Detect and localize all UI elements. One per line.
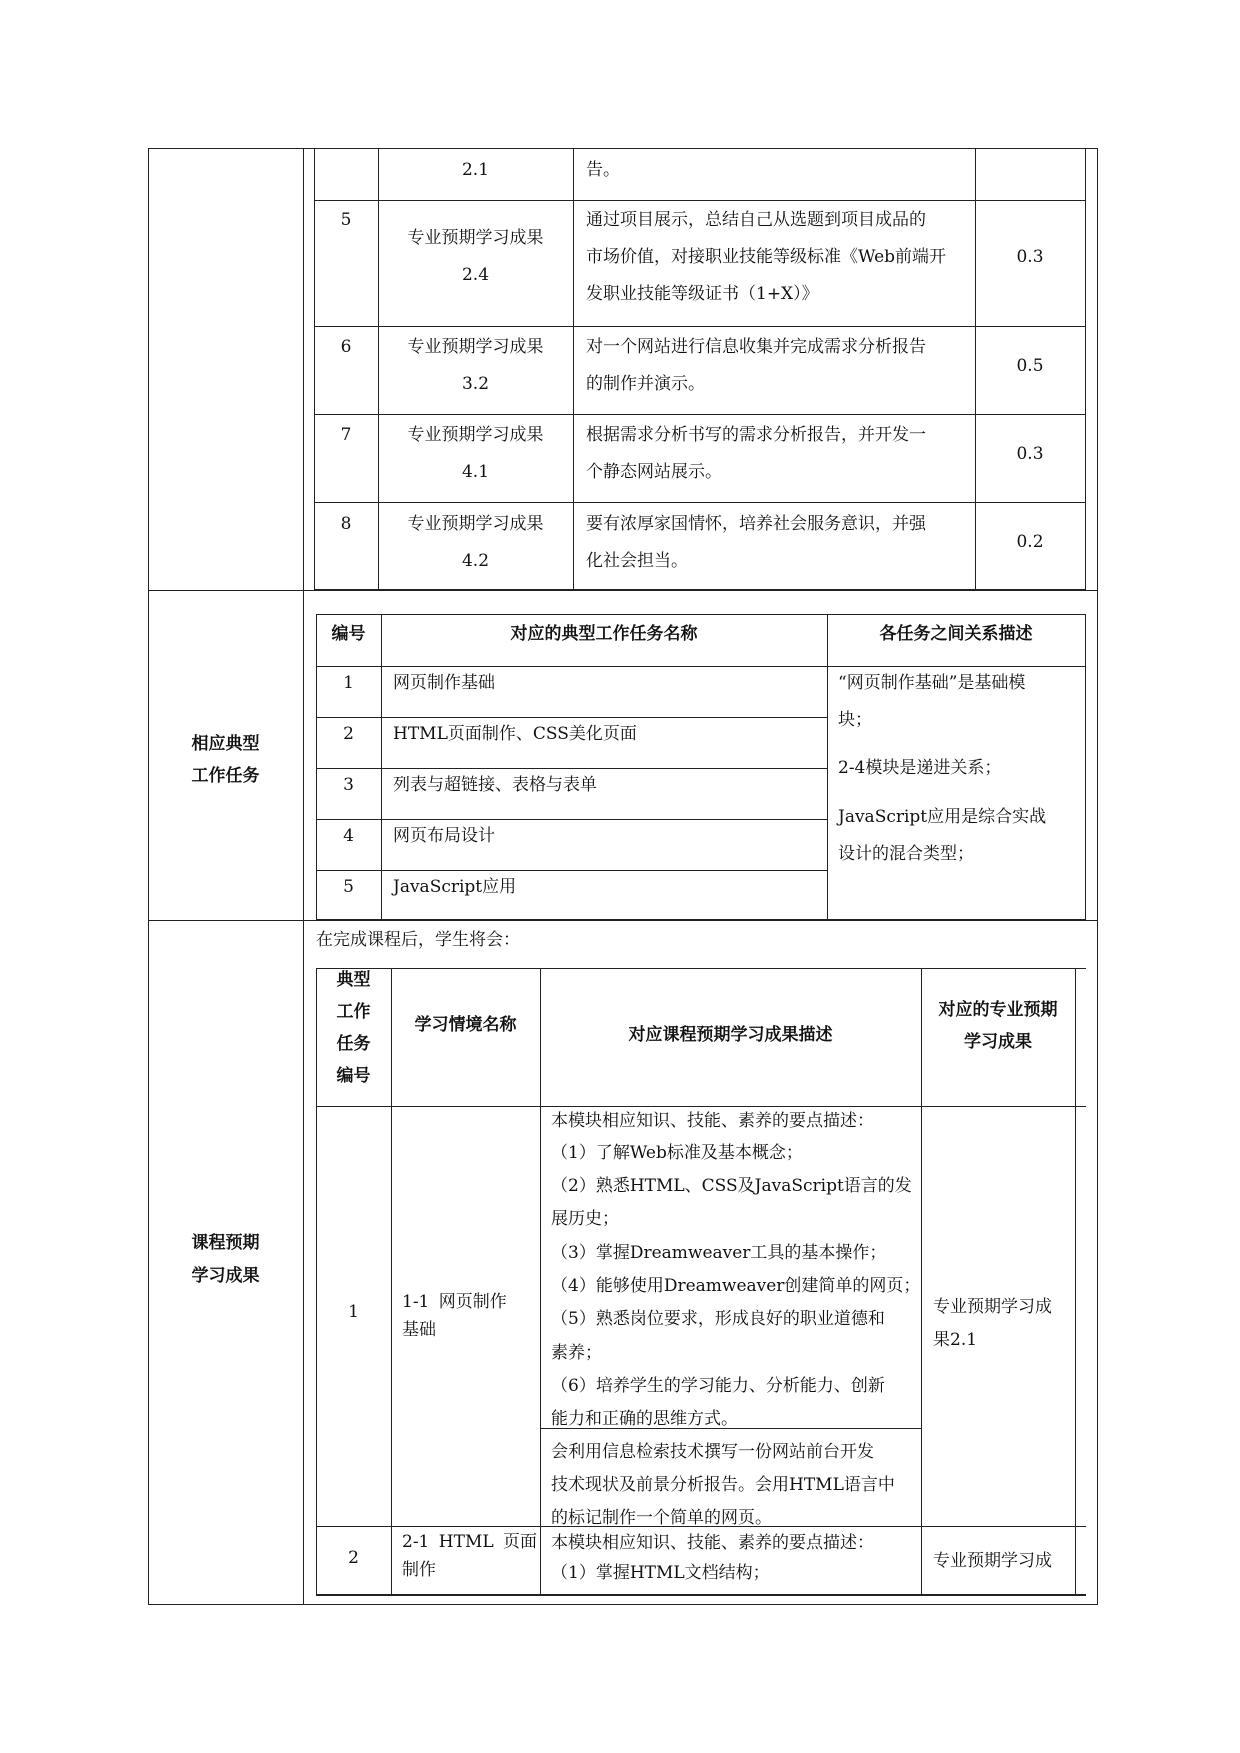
- task-no: 5: [343, 877, 354, 897]
- row-desc-line: 通过项目展示，总结自己从选题到项目成品的: [586, 210, 926, 230]
- row-number: 6: [340, 337, 352, 357]
- outcome-desc-line: 的标记制作一个简单的网页。: [551, 1508, 772, 1528]
- row-desc-line: 个静态网站展示。: [586, 462, 722, 482]
- row-target: 2.4: [461, 265, 490, 285]
- row-target: 3.2: [461, 374, 490, 394]
- row-weight: 0.5: [1016, 356, 1044, 376]
- row-target: 专业预期学习成果: [407, 337, 544, 357]
- row-target: 专业预期学习成果: [407, 425, 544, 445]
- task-name: 列表与超链接、表格与表单: [393, 775, 597, 795]
- task-name: 网页制作基础: [393, 673, 495, 693]
- row-desc-line: 根据需求分析书写的需求分析报告，并开发一: [586, 425, 926, 445]
- outcomes-intro: 在完成课程后，学生将会：: [316, 930, 520, 950]
- outcome-desc-line: 展历史；: [551, 1209, 619, 1229]
- row-number: 7: [340, 425, 352, 445]
- outcome-desc-line: 素养；: [551, 1343, 602, 1363]
- section-label-tasks: 工作任务: [191, 766, 260, 786]
- row-target: 专业预期学习成果: [407, 514, 544, 534]
- outcome-row-situation: 基础: [402, 1320, 436, 1340]
- outcome-desc-line: （6）培养学生的学习能力、分析能力、创新: [551, 1376, 885, 1396]
- row-number: 8: [340, 514, 352, 534]
- task-name: 网页布局设计: [393, 826, 495, 846]
- task-no: 1: [343, 673, 354, 693]
- tasks-header-name: 对应的典型工作任务名称: [510, 624, 698, 644]
- outcome-target: 果2.1: [933, 1330, 978, 1350]
- row-desc-line: 市场价值，对接职业技能等级标准《Web前端开: [586, 247, 947, 267]
- outcomes-header-task-no: 工作: [336, 1002, 371, 1022]
- row-target: 2.1: [461, 160, 490, 180]
- outcome-row-situation: 1-1 网页制作: [402, 1292, 507, 1312]
- outcome-row-situation: 2-1 HTML 页面: [402, 1532, 538, 1552]
- outcomes-header-task-no: 任务: [336, 1034, 371, 1054]
- outcomes-header-task-no: 典型: [336, 970, 371, 990]
- row-weight: 0.2: [1016, 532, 1044, 552]
- task-relation-line: 2-4模块是递进关系；: [838, 758, 1002, 778]
- row-weight: 0.3: [1016, 444, 1044, 464]
- section-label-outcomes: 课程预期: [191, 1233, 260, 1253]
- row-desc-line: 对一个网站进行信息收集并完成需求分析报告: [586, 337, 926, 357]
- task-name: HTML页面制作、CSS美化页面: [393, 724, 637, 744]
- outcome-desc-line: （4）能够使用Dreamweaver创建简单的网页；: [551, 1276, 921, 1296]
- outcome-desc-line: 本模块相应知识、技能、素养的要点描述：: [551, 1533, 874, 1553]
- outcome-desc-line: （1）掌握HTML文档结构；: [551, 1563, 770, 1583]
- outcome-row-situation: 制作: [402, 1560, 436, 1580]
- row-weight: 0.3: [1016, 247, 1044, 267]
- row-desc-line: 化社会担当。: [586, 551, 688, 571]
- outcome-target: 专业预期学习成: [933, 1551, 1052, 1571]
- task-relation-line: JavaScript应用是综合实战: [838, 807, 1047, 827]
- tasks-header-no: 编号: [331, 624, 366, 644]
- outcome-desc-line: 技术现状及前景分析报告。会用HTML语言中: [551, 1475, 895, 1495]
- task-no: 3: [343, 775, 354, 795]
- outcome-desc-line: （5）熟悉岗位要求，形成良好的职业道德和: [551, 1309, 885, 1329]
- task-relation-line: 块；: [838, 710, 872, 730]
- task-relation-line: “网页制作基础”是基础模: [838, 673, 1026, 693]
- tasks-header-relation: 各任务之间关系描述: [879, 624, 1033, 644]
- outcomes-header-target: 学习成果: [964, 1032, 1032, 1052]
- task-name: JavaScript应用: [393, 877, 517, 897]
- outcome-desc-line: 能力和正确的思维方式。: [551, 1409, 738, 1429]
- row-target: 4.2: [461, 551, 490, 571]
- section-label-outcomes: 学习成果: [191, 1266, 260, 1286]
- task-no: 4: [343, 826, 354, 846]
- outcome-target: 专业预期学习成: [933, 1297, 1052, 1317]
- row-number: 5: [340, 210, 352, 230]
- row-desc-line: 的制作并演示。: [586, 374, 705, 394]
- task-no: 2: [343, 724, 354, 744]
- row-target: 专业预期学习成果: [407, 228, 544, 248]
- outcomes-header-situation: 学习情境名称: [414, 1015, 517, 1035]
- outcomes-header-desc: 对应课程预期学习成果描述: [628, 1025, 833, 1045]
- outcome-row-no: 1: [348, 1302, 359, 1322]
- outcome-desc-line: （2）熟悉HTML、CSS及JavaScript语言的发: [551, 1176, 912, 1196]
- section-label-tasks: 相应典型: [191, 734, 260, 754]
- outcomes-header-task-no: 编号: [336, 1066, 371, 1086]
- task-relation-line: 设计的混合类型；: [838, 844, 974, 864]
- outcome-row-no: 2: [348, 1548, 359, 1568]
- row-target: 4.1: [461, 462, 490, 482]
- row-desc: 告。: [586, 160, 620, 180]
- row-desc-line: 要有浓厚家国情怀，培养社会服务意识，并强: [586, 514, 926, 534]
- outcomes-header-target: 对应的专业预期: [938, 1000, 1058, 1020]
- outcome-desc-line: 会利用信息检索技术撰写一份网站前台开发: [551, 1442, 874, 1462]
- outcome-desc-line: （1）了解Web标准及基本概念；: [551, 1143, 803, 1163]
- row-desc-line: 发职业技能等级证书（1+X）》: [586, 284, 819, 304]
- outcome-desc-line: 本模块相应知识、技能、素养的要点描述：: [551, 1111, 874, 1131]
- outcome-desc-line: （3）掌握Dreamweaver工具的基本操作；: [551, 1243, 887, 1263]
